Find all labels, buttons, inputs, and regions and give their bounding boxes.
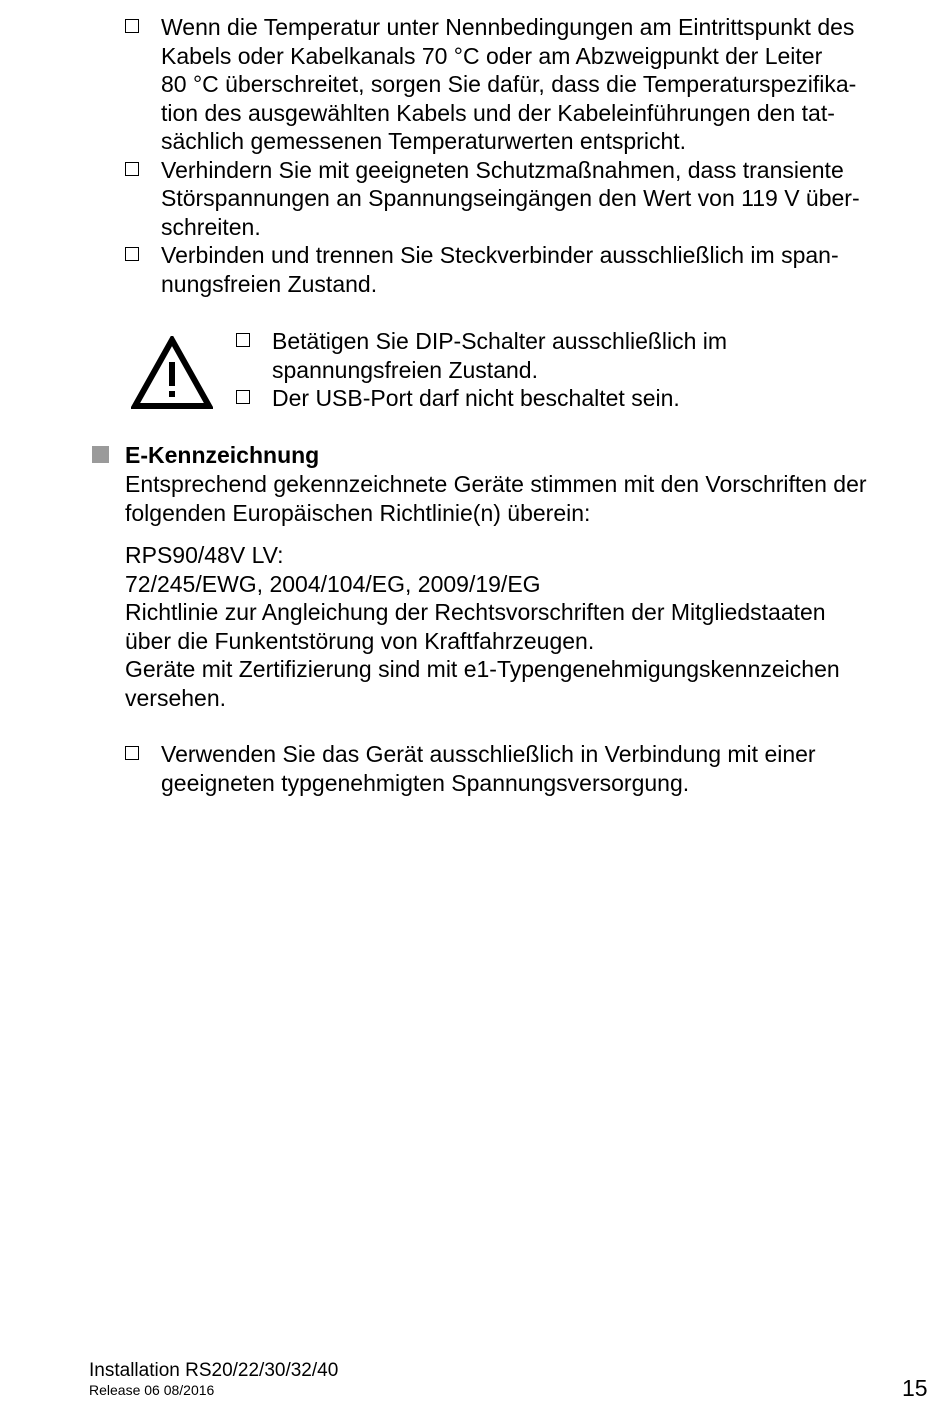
text-line: Der USB-Port darf nicht beschaltet sein.	[272, 385, 680, 411]
warning-triangle-icon	[131, 336, 213, 410]
footer-release: Release 06 08/2016	[89, 1382, 215, 1398]
section-body	[125, 541, 840, 712]
warning-item-dip-switch	[236, 327, 727, 384]
bullet-item-temperature	[125, 13, 860, 156]
text-line: Wenn die Temperatur unter Nennbedingungen am Eintrittspunkt des	[161, 14, 855, 40]
text-line: Verbinden und trennen Sie Steckverbinder ausschließlich im span-	[161, 242, 839, 268]
top-bullet-list	[125, 13, 860, 298]
text-line: 80 °C überschreitet, sorgen Sie dafür, dass die Temperaturspezifika-	[161, 71, 857, 97]
checkbox-icon	[236, 390, 250, 404]
text-line: Störspannungen an Spannungseingängen den Wert von 119 V über-	[161, 185, 860, 211]
text-line: geeigneten typgenehmigten Spannungsversorgung.	[161, 769, 690, 796]
text-line: 72/245/EWG, 2004/104/EG, 2009/19/EG	[125, 570, 541, 597]
text-line: RPS90/48V LV:	[125, 542, 284, 568]
text-line: nungsfreien Zustand.	[161, 270, 378, 297]
footer-title: Installation RS20/22/30/32/40	[89, 1360, 339, 1381]
bullet-item-surge-protection	[125, 156, 860, 242]
text-line: sächlich gemessenen Temperaturwerten entspricht.	[161, 128, 687, 154]
checkbox-icon	[125, 19, 139, 33]
text-line: Verwenden Sie das Gerät ausschließlich in Verbindung mit einer	[161, 741, 816, 767]
checkbox-icon	[125, 162, 139, 176]
section-bullet-list	[125, 740, 816, 797]
text-line: versehen.	[125, 684, 227, 711]
text-line: spannungsfreien Zustand.	[272, 356, 538, 383]
text-line: Kabels oder Kabelkanals 70 °C oder am Abzweigpunkt der Leiter	[161, 42, 823, 69]
text-line: tion des ausgewählten Kabels und der Kabeleinführungen den tat-	[161, 99, 835, 126]
text-line: über die Funkentstörung von Kraftfahrzeugen.	[125, 627, 595, 654]
section-intro	[125, 470, 867, 527]
section-heading: E-Kennzeichnung	[125, 442, 320, 468]
text-line: folgenden Europäischen Richtlinie(n) überein:	[125, 499, 591, 526]
bullet-item-power-supply	[125, 740, 816, 797]
text-line: Richtlinie zur Angleichung der Rechtsvorschriften der Mitgliedstaaten	[125, 599, 826, 625]
section-marker-icon	[92, 446, 109, 463]
warning-item-usb-port	[236, 384, 727, 413]
text-line: Betätigen Sie DIP-Schalter ausschließlich im	[272, 328, 728, 354]
text-line: Geräte mit Zertifizierung sind mit e1-Typengenehmigungskennzeichen	[125, 656, 840, 682]
bullet-item-connectors	[125, 241, 860, 298]
checkbox-icon	[236, 333, 250, 347]
text-line: Verhindern Sie mit geeigneten Schutzmaßnahmen, dass transiente	[161, 156, 844, 183]
checkbox-icon	[125, 247, 139, 261]
page-number: 15	[902, 1375, 928, 1401]
warning-bullet-list	[236, 327, 727, 413]
text-line: Entsprechend gekennzeichnete Geräte stimmen mit den Vorschriften der	[125, 471, 867, 497]
text-line: schreiten.	[161, 213, 261, 240]
checkbox-icon	[125, 746, 139, 760]
